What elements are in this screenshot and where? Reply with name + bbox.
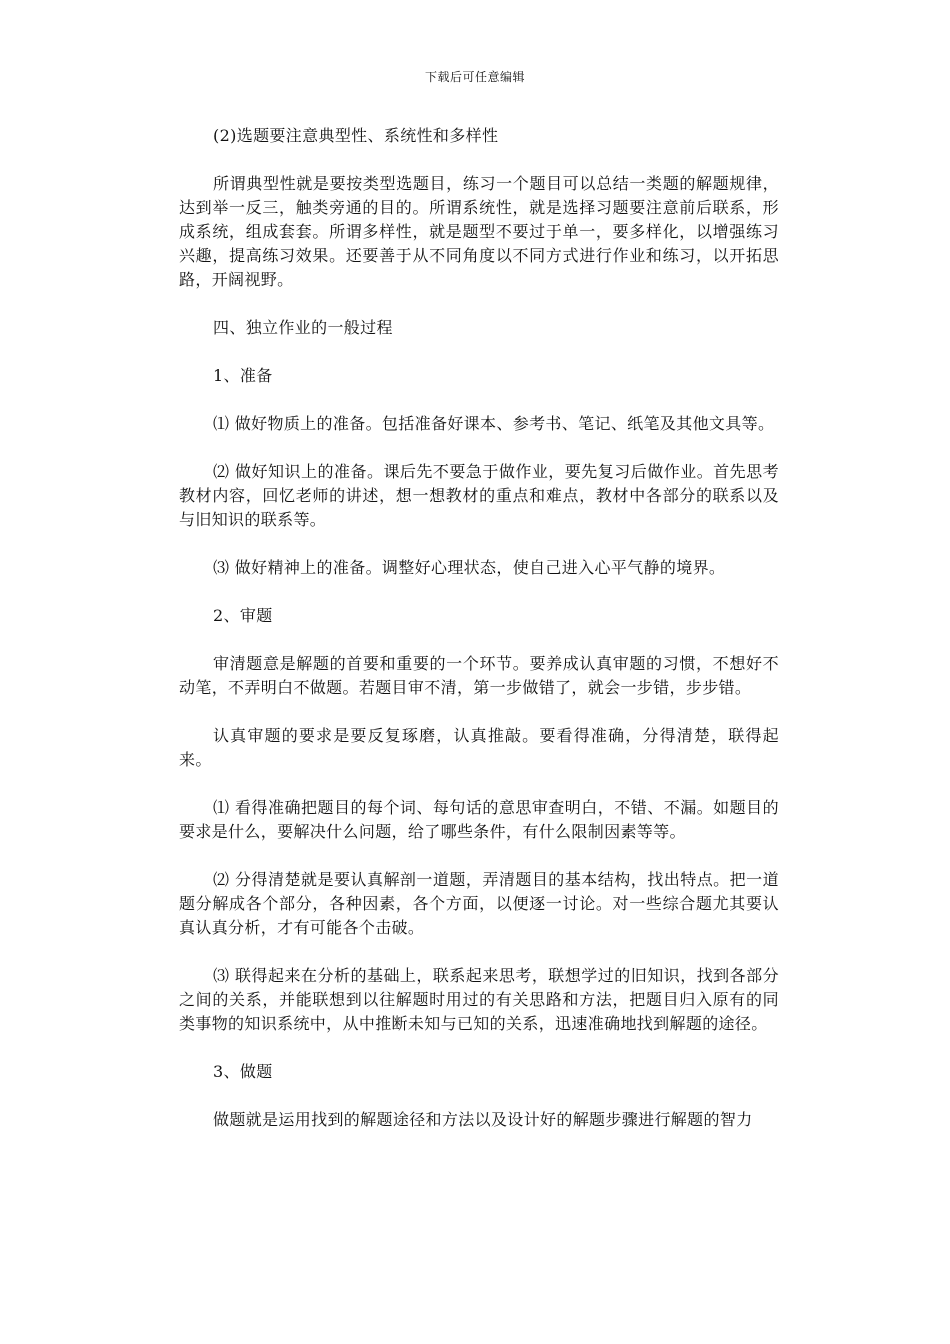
heading-topic-selection: (2)选题要注意典型性、系统性和多样性 xyxy=(213,126,499,145)
paragraph-reading-intro: 审清题意是解题的首要和重要的一个环节。要养成认真审题的习惯，不想好不动笔，不弄明白不做题。若题目审不清，第一步做错了，就会一步错，步步错。 xyxy=(179,654,779,697)
paragraph-mental-prep: ⑶ 做好精神上的准备。调整好心理状态，使自己进入心平气静的境界。 xyxy=(213,558,726,577)
paragraph-material-prep: ⑴ 做好物质上的准备。包括准备好课本、参考书、笔记、纸笔及其他文具等。 xyxy=(213,414,775,433)
paragraph-knowledge-prep: ⑵ 做好知识上的准备。课后先不要急于做作业，要先复习后做作业。首先思考教材内容，回忆老师的讲述，想一想教材的重点和难点，教材中各部分的联系以及与旧知识的联系等。 xyxy=(179,462,779,529)
paragraph-distinguish-clearly: ⑵ 分得清楚就是要认真解剖一道题，弄清题目的基本结构，找出特点。把一道题分解成各个部分，各种因素，各个方面，以便逐一讨论。对一些综合题尤其要认真认真分析，才有可能各个击破。 xyxy=(179,870,779,937)
paragraph-see-accurately: ⑴ 看得准确把题目的每个词、每句话的意思审查明白，不错、不漏。如题目的要求是什么，要解决什么问题，给了哪些条件，有什么限制因素等等。 xyxy=(179,798,779,841)
page-header: 下载后可任意编辑 xyxy=(424,70,525,84)
subheading-preparation: 1、准备 xyxy=(213,366,273,385)
paragraph-typicality: 所谓典型性就是要按类型选题目，练习一个题目可以总结一类题的解题规律，达到举一反三，触类旁通的目的。所谓系统性，就是选择习题要注意前后联系，形成系统，组成套套。所谓多样性，就是题型不要过于单一，要多样化，以增强练习兴趣，提高练习效果。还要善于从不同角度以不同方式进行作业和练习，以开拓思路，开阔视野。 xyxy=(179,174,779,289)
document-body xyxy=(179,124,779,1132)
section-heading: 四、独立作业的一般过程 xyxy=(213,318,393,337)
paragraph-connect: ⑶ 联得起来在分析的基础上，联系起来思考，联想学过的旧知识，找到各部分之间的关系，并能联想到以往解题时用过的有关思路和方法，把题目归入原有的同类事物的知识系统中，从中推断未知与已知的关系，迅速准确地找到解题的途径。 xyxy=(179,966,779,1033)
subheading-reading: 2、审题 xyxy=(213,606,273,625)
paragraph-solving-intro: 做题就是运用找到的解题途径和方法以及设计好的解题步骤进行解题的智力 xyxy=(213,1110,753,1129)
subheading-solving: 3、做题 xyxy=(213,1062,273,1081)
paragraph-reading-requirements: 认真审题的要求是要反复琢磨，认真推敲。要看得准确，分得清楚，联得起来。 xyxy=(179,726,779,769)
